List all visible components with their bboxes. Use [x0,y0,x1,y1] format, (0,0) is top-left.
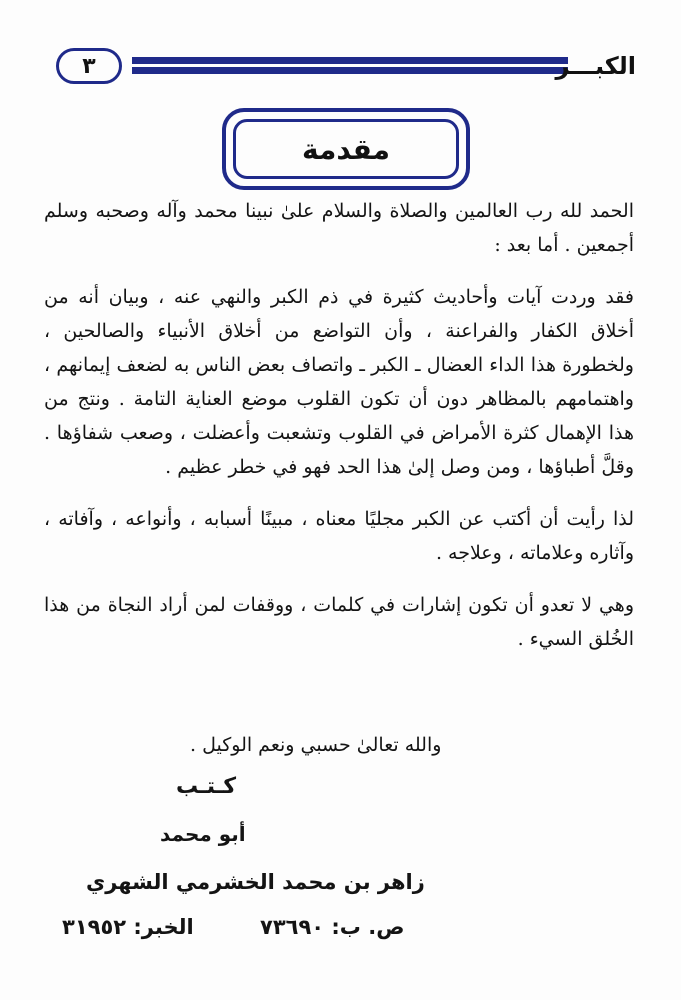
paragraph-intro: فقد وردت آيات وأحاديث كثيرة في ذم الكبر والنهي عنه ، وبيان أنه من أخلاق الكفار والفراعنة ، وأن التواضع من أخلاق الأنبياء والصالحين ، ولخطورة هذا الداء العضال ـ الكبر ـ واتصاف بعض الناس به لضعف إيمانهم ، واهتمامهم بالمظاهر دون أن تكون القلوب موضع العناية التامة . ونتج من هذا الإهمال كثرة الأمراض في القلوب وتشعبت وأعضلت ، وصعب شفاؤها . وقلَّ أطباؤها ، ومن وصل إلىٰ هذا الحد فهو في خطر عظيم . [44,286,634,478]
body-text [44,194,634,674]
footer-postal-code: الخبر: ٣١٩٥٢ [62,915,194,939]
header-rule [132,57,568,75]
paragraph-purpose: لذا رأيت أن أكتب عن الكبر مجليًا معناه ، مبينًا أسبابه ، وأنواعه ، وآفاته ، وآثاره وعلاماته ، وعلاجه . [44,508,634,564]
signature-name: زاهر بن محمد الخشرمي الشهري [86,870,425,894]
running-title: الكبـــر [555,52,636,80]
closing-line: والله تعالىٰ حسبي ونعم الوكيل . [190,734,442,756]
paragraph-scope: وهي لا تعدو أن تكون إشارات في كلمات ، ووقفات لمن أراد النجاة من هذا الخُلق السيء . [44,594,634,650]
page-number-badge [56,48,122,84]
page-number: ٣ [82,53,96,79]
section-title: مقدمة [233,119,459,179]
signature-kunya: أبو محمد [160,822,246,846]
paragraph-opening: الحمد لله رب العالمين والصلاة والسلام علىٰ نبينا محمد وآله وصحبه وسلم أجمعين . أما بعد : [44,200,634,256]
header-rule-line-top [132,57,568,64]
page-header [56,46,636,88]
section-title-frame [222,108,470,190]
footer-pobox: ص. ب: ٧٣٦٩٠ [260,915,405,939]
signature-wrote: كـتـب [176,774,237,799]
header-rule-line-bottom [132,67,568,74]
